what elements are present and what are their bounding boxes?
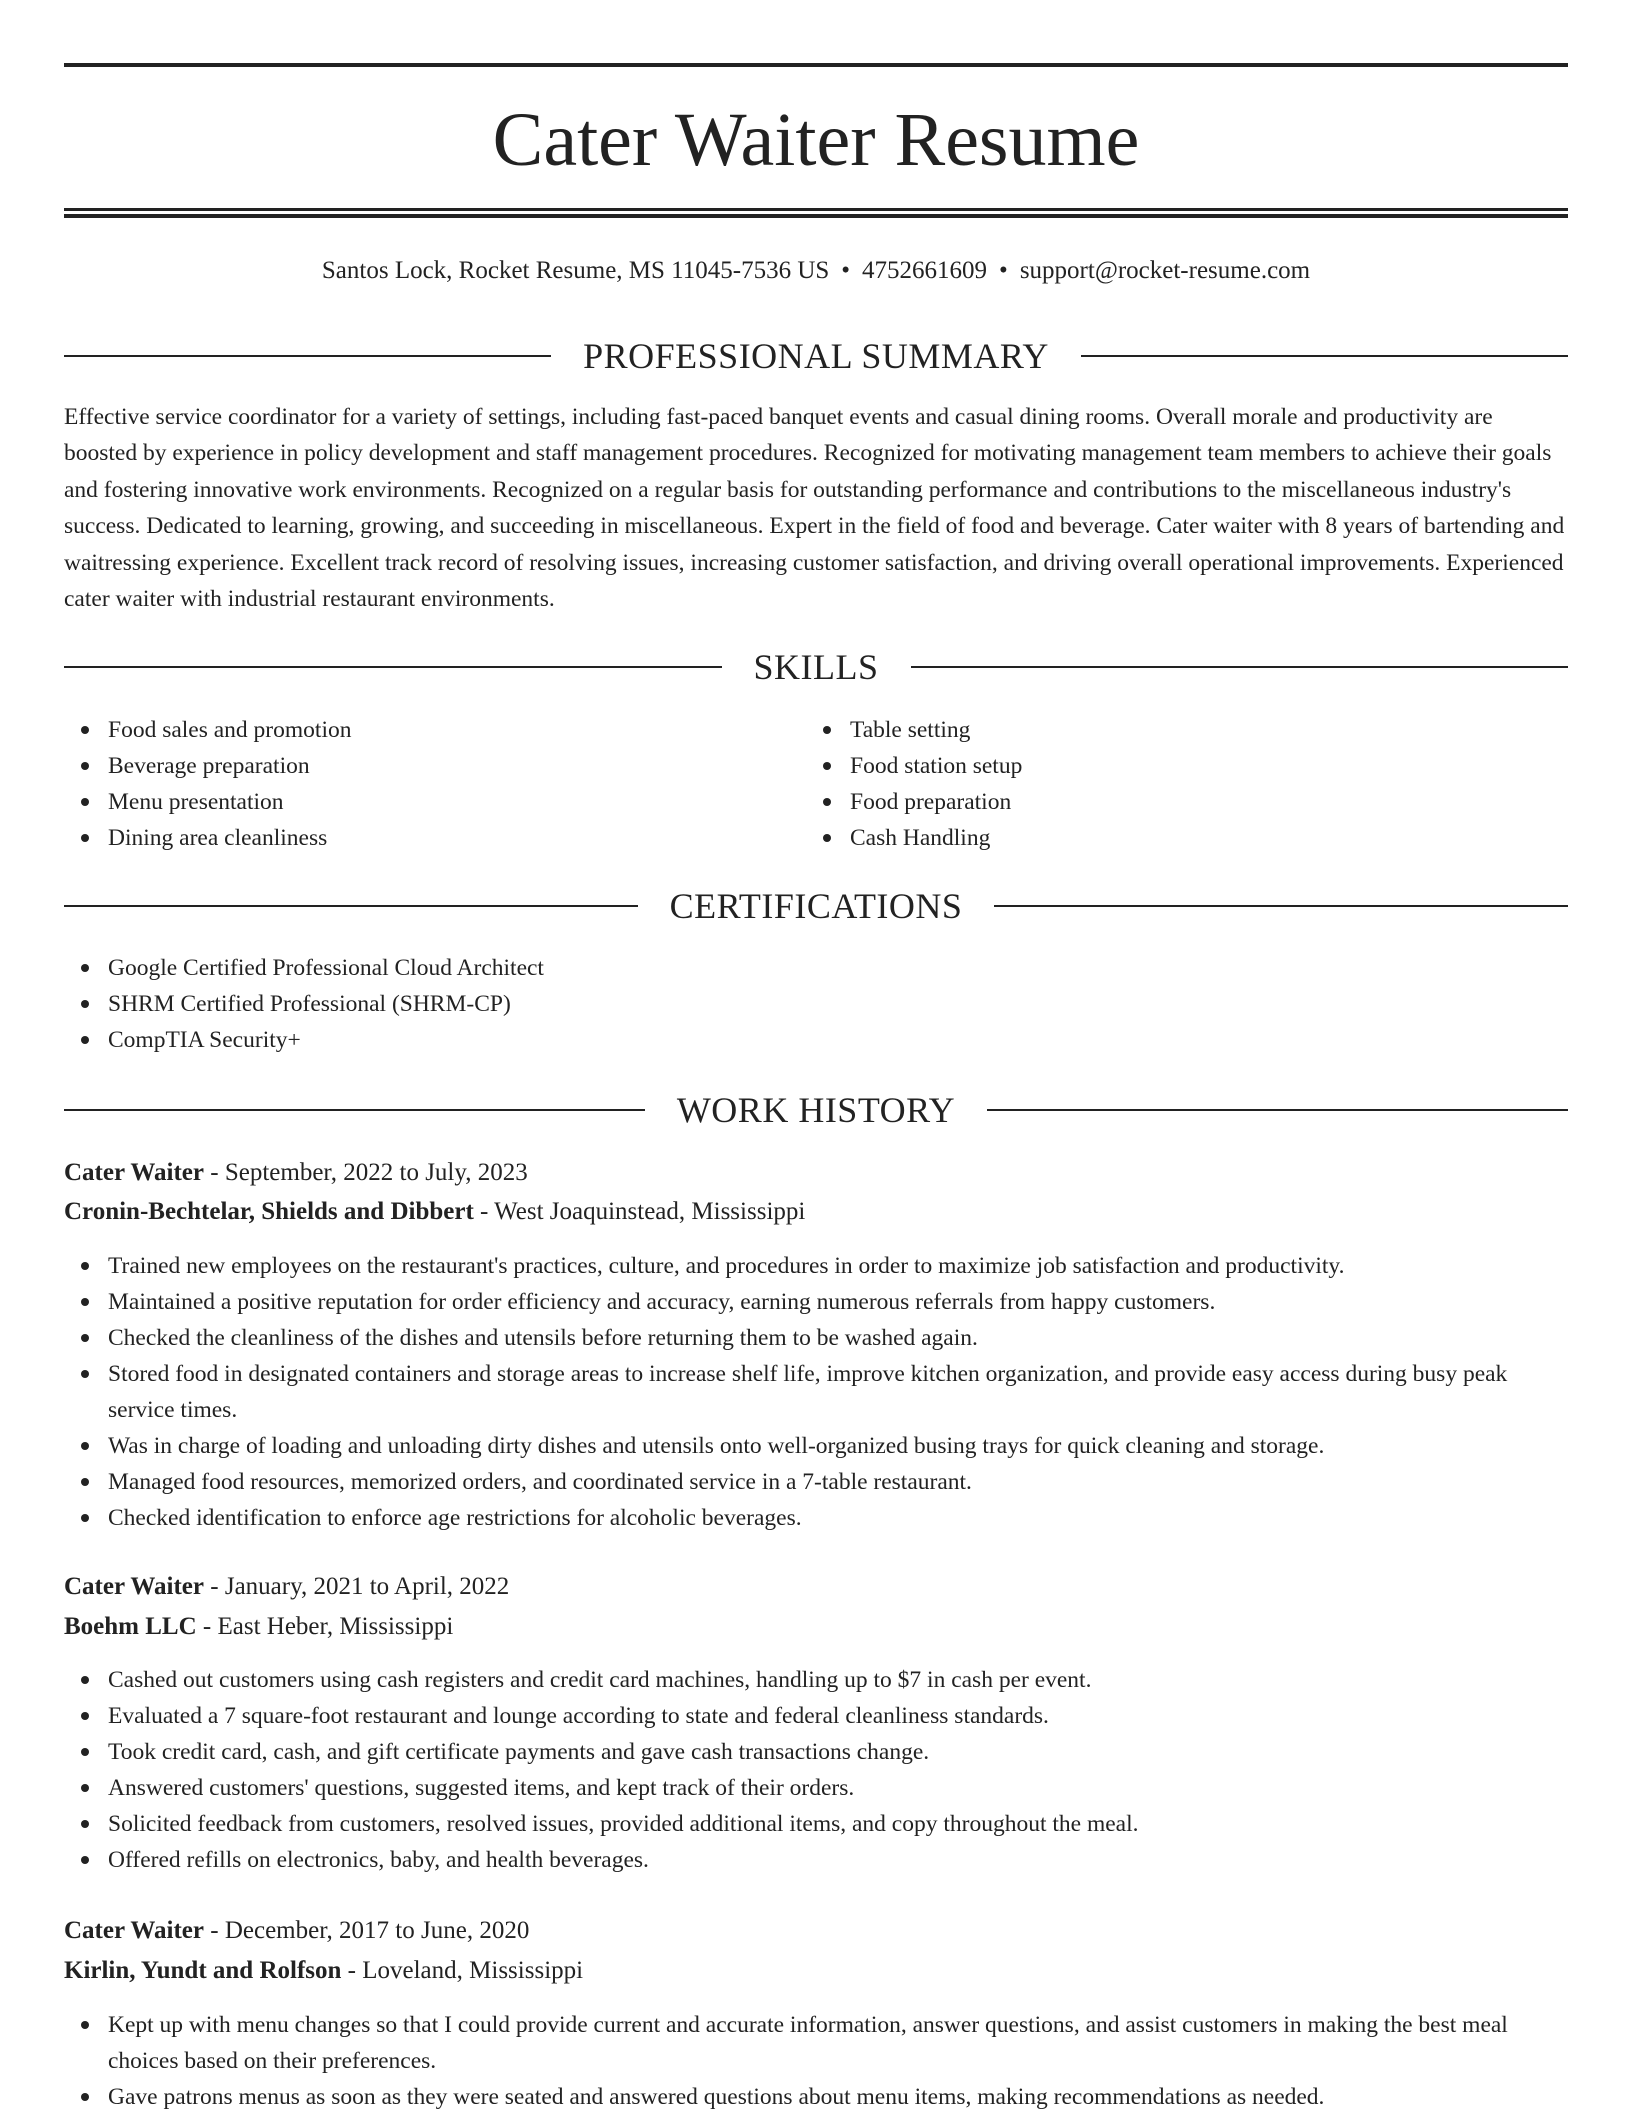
job-company: Kirlin, Yundt and Rolfson bbox=[64, 1957, 342, 1984]
summary-paragraph: Effective service coordinator for a variety of settings, including fast-paced banquet events and casual dining rooms. Overall morale and productivity are boosted by experience in policy development and staff management procedures. Recognized for motivating management team members to achieve their goals and fostering innovative work environments. Recognized on a regular basis for outstanding performance and contributions to the miscellaneous industry's success. Dedicated to learning, growing, and succeeding in miscellaneous. Expert in the field of food and beverage. Cater waiter with 8 years of bartending and waitressing experience. Excellent track record of resolving issues, increasing customer satisfaction, and driving overall operational improvements. Experienced cater waiter with industrial restaurant environments. bbox=[64, 404, 1565, 613]
section-header-summary bbox=[64, 334, 1568, 378]
contact-separator: • bbox=[841, 257, 851, 284]
section-title-certifications: CERTIFICATIONS bbox=[669, 886, 963, 926]
job-bullet: Stored food in designated containers and storage areas to increase shelf life, improve kitchen organization, and provide easy access during busy peak service times. bbox=[64, 1356, 1568, 1428]
section-title-work-history: WORK HISTORY bbox=[676, 1090, 956, 1130]
section-header-skills bbox=[64, 645, 1568, 689]
contact-separator: • bbox=[999, 257, 1008, 284]
section-rule-right bbox=[987, 1109, 1568, 1111]
contact-line bbox=[64, 254, 1568, 288]
job-bullets bbox=[64, 1662, 1568, 1878]
skill-item: Cash Handling bbox=[806, 820, 1546, 856]
section-rule-left bbox=[64, 666, 722, 668]
job-bullet: Checked the cleanliness of the dishes and utensils before returning them to be washed again. bbox=[64, 1320, 1568, 1356]
resume-title: Cater Waiter Resume bbox=[492, 98, 1140, 182]
job-bullet: Solicited feedback from customers, resolved issues, provided additional items, and copy throughout the meal. bbox=[64, 1806, 1568, 1842]
job-dates: - January, 2021 to April, 2022 bbox=[204, 1573, 510, 1600]
section-title-skills: SKILLS bbox=[753, 647, 879, 687]
job-company: Cronin-Bechtelar, Shields and Dibbert bbox=[64, 1198, 474, 1225]
certification-item: SHRM Certified Professional (SHRM-CP) bbox=[64, 986, 1568, 1022]
job-location: - Loveland, Mississippi bbox=[341, 1957, 584, 1984]
job-bullet: Gave patrons menus as soon as they were seated and answered questions about menu items, making recommendations as needed. bbox=[64, 2079, 1568, 2115]
section-header-work-history bbox=[64, 1088, 1568, 1132]
job-bullet: Kept up with menu changes so that I could provide current and accurate information, answer questions, and assist customers in making the best meal choices based on their preferences. bbox=[64, 2007, 1568, 2079]
job-location: - East Heber, Mississippi bbox=[196, 1613, 454, 1640]
certifications-list bbox=[64, 950, 1568, 1058]
job-title-line bbox=[64, 1569, 509, 1605]
section-header-certifications bbox=[64, 884, 1568, 928]
skill-item: Food preparation bbox=[806, 784, 1546, 820]
top-rule bbox=[64, 63, 1568, 67]
skills-list-right bbox=[806, 712, 1546, 856]
job-company-line bbox=[64, 1953, 583, 1989]
skill-item: Food sales and promotion bbox=[64, 712, 804, 748]
certification-item: CompTIA Security+ bbox=[64, 1022, 1568, 1058]
section-rule-right bbox=[1081, 355, 1568, 357]
job-bullet: Was in charge of loading and unloading dirty dishes and utensils onto well-organized busing trays for quick cleaning and storage. bbox=[64, 1428, 1568, 1464]
job-bullet: Checked identification to enforce age restrictions for alcoholic beverages. bbox=[64, 1500, 1568, 1536]
job-dates: - September, 2022 to July, 2023 bbox=[204, 1159, 528, 1186]
job-title-line bbox=[64, 1913, 529, 1949]
job-bullet: Evaluated a 7 square-foot restaurant and lounge according to state and federal cleanliness standards. bbox=[64, 1698, 1568, 1734]
title-double-rule bbox=[64, 208, 1568, 218]
skill-item: Food station setup bbox=[806, 748, 1546, 784]
section-rule-left bbox=[64, 1109, 645, 1111]
job-bullet: Took credit card, cash, and gift certificate payments and gave cash transactions change. bbox=[64, 1734, 1568, 1770]
job-location: - West Joaquinstead, Mississippi bbox=[473, 1198, 806, 1225]
job-bullet: Offered refills on electronics, baby, and health beverages. bbox=[64, 1842, 1568, 1878]
job-title: Cater Waiter bbox=[64, 1917, 205, 1944]
job-company-line bbox=[64, 1194, 805, 1230]
job-title-line bbox=[64, 1155, 528, 1191]
job-company-line bbox=[64, 1609, 453, 1645]
section-rule-left bbox=[64, 905, 638, 907]
job-dates: - December, 2017 to June, 2020 bbox=[204, 1917, 530, 1944]
job-company: Boehm LLC bbox=[64, 1613, 197, 1640]
contact-phone: 4752661609 bbox=[862, 257, 988, 284]
section-rule-right bbox=[911, 666, 1569, 668]
contact-address: Santos Lock, Rocket Resume, MS 11045-7536 US bbox=[321, 257, 830, 284]
job-bullets bbox=[64, 2007, 1568, 2115]
skill-item: Beverage preparation bbox=[64, 748, 804, 784]
certification-item: Google Certified Professional Cloud Architect bbox=[64, 950, 1568, 986]
job-bullet: Answered customers' questions, suggested items, and kept track of their orders. bbox=[64, 1770, 1568, 1806]
job-bullet: Managed food resources, memorized orders, and coordinated service in a 7-table restaurant. bbox=[64, 1464, 1568, 1500]
section-title-summary: PROFESSIONAL SUMMARY bbox=[583, 336, 1049, 376]
skill-item: Menu presentation bbox=[64, 784, 804, 820]
skill-item: Dining area cleanliness bbox=[64, 820, 804, 856]
job-bullet: Cashed out customers using cash registers and credit card machines, handling up to $7 in cash per event. bbox=[64, 1662, 1568, 1698]
skills-list-left bbox=[64, 712, 804, 856]
skill-item: Table setting bbox=[806, 712, 1546, 748]
contact-email: support@rocket-resume.com bbox=[1019, 257, 1311, 284]
job-title: Cater Waiter bbox=[64, 1573, 205, 1600]
job-title: Cater Waiter bbox=[64, 1159, 205, 1186]
section-rule-right bbox=[994, 905, 1568, 907]
job-bullets bbox=[64, 1248, 1568, 1536]
job-bullet: Trained new employees on the restaurant's practices, culture, and procedures in order to maximize job satisfaction and productivity. bbox=[64, 1248, 1568, 1284]
job-bullet: Maintained a positive reputation for order efficiency and accuracy, earning numerous referrals from happy customers. bbox=[64, 1284, 1568, 1320]
section-rule-left bbox=[64, 355, 551, 357]
